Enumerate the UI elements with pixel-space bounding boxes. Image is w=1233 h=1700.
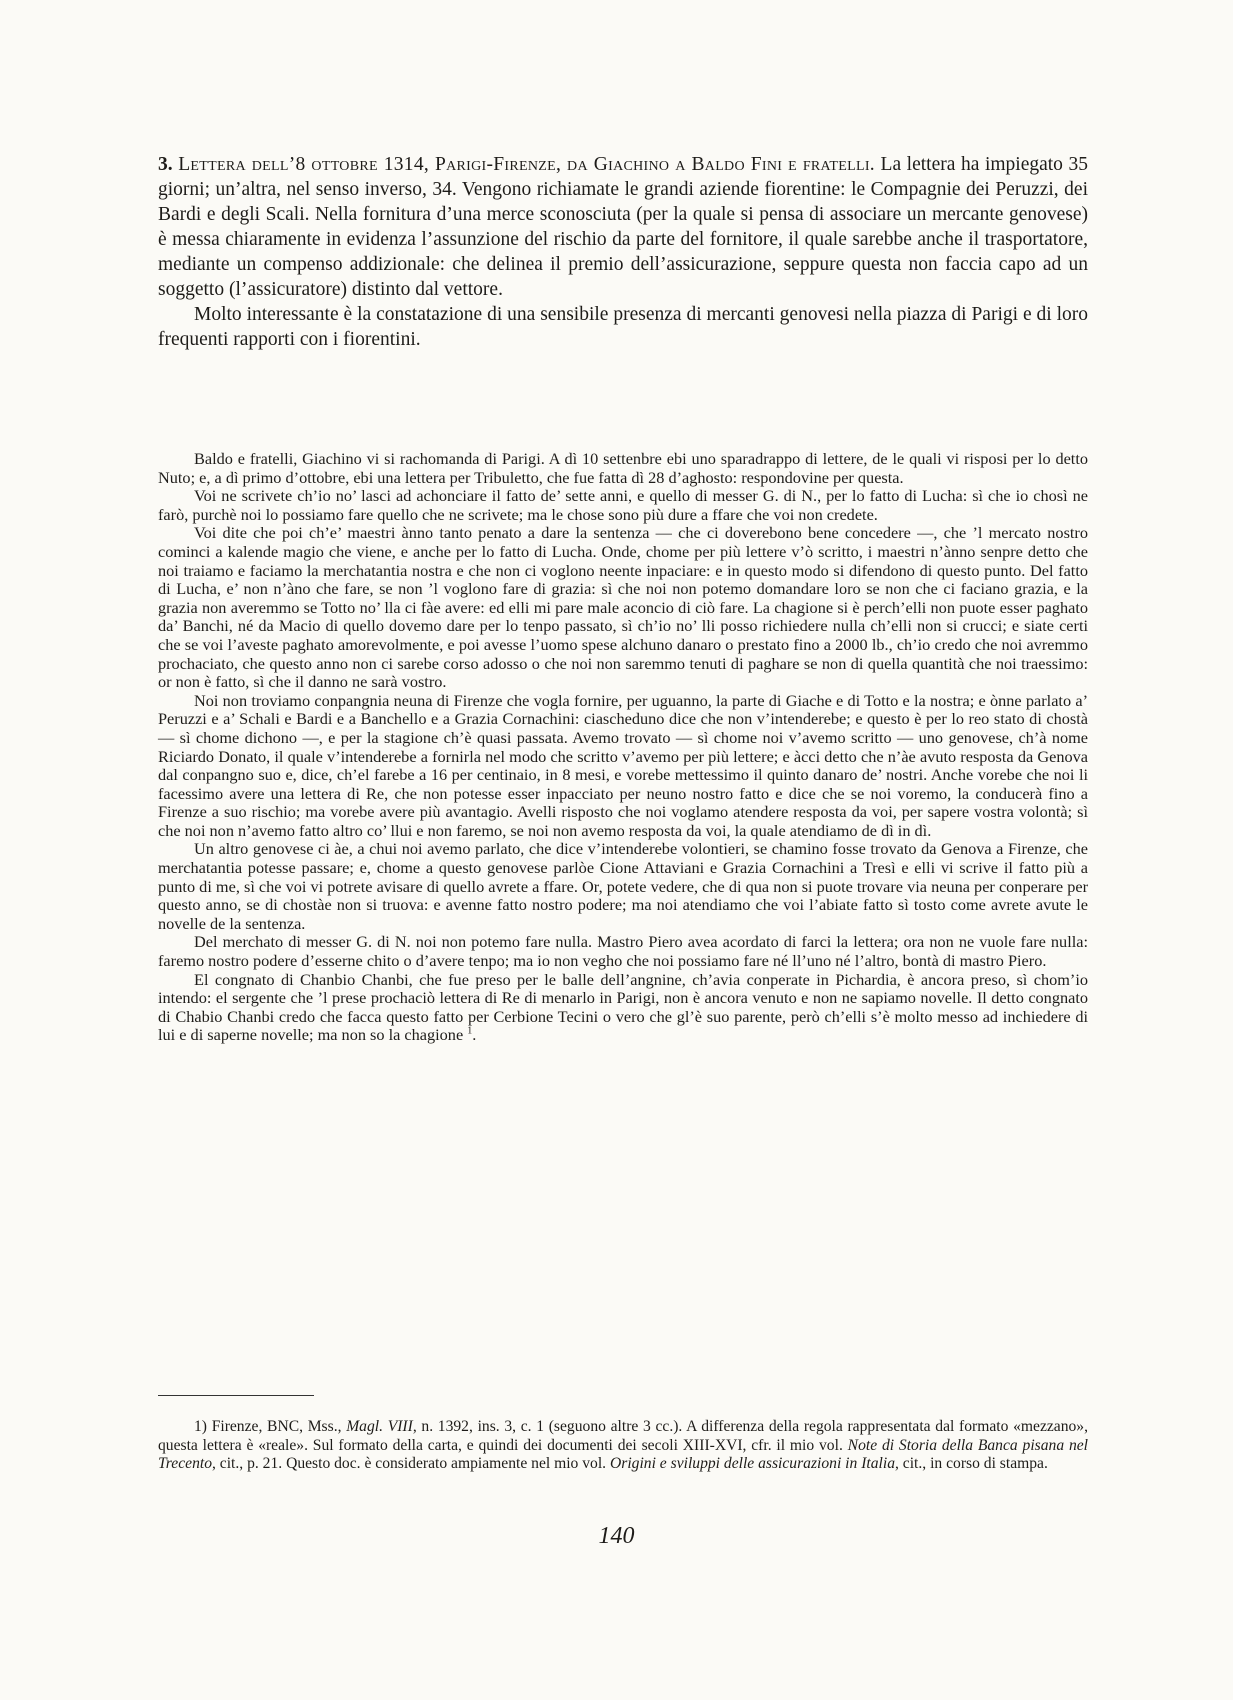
footnote-segment: , n. 1392, ins. 3, c. 1 (seguono altre 3 cc.). A differenza della regola rappresentata dal formato «mezzano», questa lettera è «reale». Sul formato della carta, e quindi dei documenti dei secoli XIII-XVI, cfr. il mio vol. — [158, 1418, 1088, 1454]
final-period: . — [472, 1025, 477, 1045]
letter-paragraph: Voi dite che poi ch’e’ maestri ànno tanto penato a dare la sentenza — che ci doverebono bene concedere —, che ’l mercato nostro cominci a kalende magio che viene, e anche per lo fatto di Lucha. Onde, chome per più lettere v’ò scritto, i maestri n’ànno senpre detto che noi traiamo e faciamo la merchatantia nostra e che non ci voglono neente inpaciare: e in questo modo si difendono di questo punto. Del fatto di Lucha, e’ non n’àno che fare, se non ’l voglono fare di grazia: sì che noi non potemo domandare loro se non che ci faciano grazia, e la grazia non averemmo se Totto no’ lla ci fàe avere: ed elli mi pare male aconcio di ciò fare. La chagione si è perch’elli non puote esser paghato da’ Banchi, né da Macio di quello dovemo dare per lo tenpo passato, sì ch’io no’ lli posso richiedere nulla ch’elli non si crucci; e siate certi che se voi l’aveste paghato amorevolmente, e poi avesse l’uomo spese alchuno danaro o prestato fino a 2000 lb., ch’io credo che noi avremmo prochaciato, che questo anno non ci sarebe corso adosso o che noi non saremmo tenuti di paghare se non di quella quantità che noi traessimo: or non è fatto, sì che il danno ne sarà vostro. — [158, 523, 1088, 692]
section-number: 3. — [158, 154, 173, 175]
footnote-reference: 1 — [467, 1025, 473, 1037]
intro-text: La lettera ha impiegato 35 giorni; un’altra, nel senso inverso, 34. Vengono richiamate le grandi aziende fiorentine: le Compagnie dei Peruzzi, dei Bardi e degli Scali. Nella fornitura d’una merce sconosciuta (per la quale si pensa di associare un mercante genovese) è messa chiaramente in evidenza l’assunzione del rischio da parte del fornitore, il quale sarebbe anche il trasportatore, mediante un compenso addizionale: che delinea il premio dell’assicurazione, seppure questa non faccia capo ad un soggetto (l’assicuratore) distinto dal vettore. — [158, 154, 1088, 300]
letter-paragraph: Un altro genovese ci àe, a chui noi avemo parlato, che dice v’intenderebe volontieri, se chamino fosse trovato da Genova a Firenze, che merchatantia potesse passare; e, chome a questo genovese parlòe Cione Attaviani e Grazia Cornachini a Tresì e elli vi scrive il fatto più a punto di me, sì che voi vi potrete avisare di quello avrete a ffare. Or, potete vedere, che di qua non si puote trovare via neuna per conperare per questo anno, se di chostàe non si truova: e avenne fatto nostro podere; ma noi atendiamo che voi l’abiate fatto sì tosto come avrete avute le novelle de la sentenza. — [158, 839, 1088, 933]
footnote-book-title: Origini e sviluppi delle assicurazioni in Italia — [609, 1455, 895, 1472]
letter-paragraph: Voi ne scrivete ch’io no’ lasci ad achonciare il fatto de’ sette anni, e quello di messer G. di N., per lo fatto di Lucha: sì che io chosì ne farò, purchè noi lo possiamo fare quello che ne scrivete; ma le chose sono più dure a ffare che voi non credete. — [158, 486, 1088, 524]
intro-paragraph-1 — [158, 152, 1088, 302]
letter-paragraph: Del merchato di messer G. di N. noi non potemo fare nulla. Mastro Piero avea acordato di farci la lettera; ora non ne vuole fare nulla: faremo nostro podere d’esserne chito o d’avere tenpo; ma io non vegho che noi possiamo fare né ll’uno né l’altro, bontà di mastro Piero. — [158, 932, 1088, 971]
footnote-book-title: Note di Storia della Banca pisana nel Trecento — [158, 1436, 1088, 1472]
letter-paragraph: Baldo e fratelli, Giachino vi si rachomanda di Parigi. A dì 10 settenbre ebi uno sparadrappo di lettere, de le quali vi risposi per lo detto Nuto; e, a dì primo d’ottobre, ebi una lettera per Tribuletto, che fue fatta dì 28 d’aghosto: respondovine per questa. — [158, 449, 1088, 487]
letter-paragraph: Noi non troviamo conpangnia neuna di Firenze che vogla fornire, per uguanno, la parte di Giache e di Totto e la nostra; e ònne parlato a’ Peruzzi e a’ Schali e Bardi e a Banchello e a Grazia Cornachini: ciascheduno dice che non v’intenderebe; e questo è per lo reo stato di chostà — sì chome dichono —, e per la stagione ch’è quasi passata. Avemo trovato — sì chome noi v’avemo scritto — uno genovese, ch’à nome Riciardo Donato, il quale v’intenderebe a fornirla nel modo che scritto v’avemo per più lettere; e àcci detto che n’àe avuto resposta da Genova dal conpangno suo e, dice, ch’el farebe a 16 per centinaio, in 8 mesi, e vorebe mettessimo il quinto danaro de’ nostri. Anche vorebe che noi li facessimo avere una lettera di Re, che non potesse esser inpacciato per neuno nostro fatto e dice che se noi voremo, la conducerà fino a Firenze a suo rischio; ma vorebe avere più avantagio. Avelli risposto che noi voglamo atendere resposta da voi, per sapere vostra volontà; sì che noi non n’avemo fatto altro co’ llui e non faremo, se noi non avemo resposta da voi, la quale atendiamo de dì in dì. — [158, 690, 1088, 840]
section-heading: Lettera dell’8 ottobre 1314, Parigi-Firenze, da Giachino a Baldo Fini e fratelli. — [178, 154, 875, 175]
page-number: 140 — [598, 1523, 635, 1549]
footnote-segment: Firenze, BNC, Mss., — [207, 1418, 347, 1435]
letter-paragraph-last — [158, 971, 1088, 1045]
footnote-marker: 1) — [194, 1418, 207, 1435]
footnote — [158, 1418, 1088, 1474]
footnote-divider — [158, 1395, 314, 1396]
letter-transcription — [158, 450, 1088, 1045]
footnote-citation: Magl. VIII — [346, 1418, 413, 1435]
intro-paragraph-2: Molto interessante è la constatazione di una sensibile presenza di mercanti genovesi nella piazza di Parigi e di loro frequenti rapporti con i fiorentini. — [158, 304, 1088, 350]
footnote-text — [158, 1418, 1088, 1474]
footnote-segment: , cit., p. 21. Questo doc. è considerato ampiamente nel mio vol. — [212, 1455, 610, 1472]
footnote-segment: , cit., in corso di stampa. — [895, 1455, 1048, 1472]
intro-section — [158, 152, 1088, 352]
letter-paragraph-text: El congnato di Chanbio Chanbi, che fue preso per le balle dell’angnine, ch’avia conperate in Pichardia, è ancora preso, sì chom’io intendo: el sergente che ’l prese prochaciò lettera di Re di menarlo in Parigi, non è ancora venuto e non ne sapiamo novelle. Il detto congnato di Chabio Chanbi credo che facca questo fatto per Cerbione Tecini o vero che gl’è suo parente, però ch’elli s’è molto messo ad inchiedere di lui e di saperne novelle; ma non so la chagione — [158, 969, 1088, 1045]
